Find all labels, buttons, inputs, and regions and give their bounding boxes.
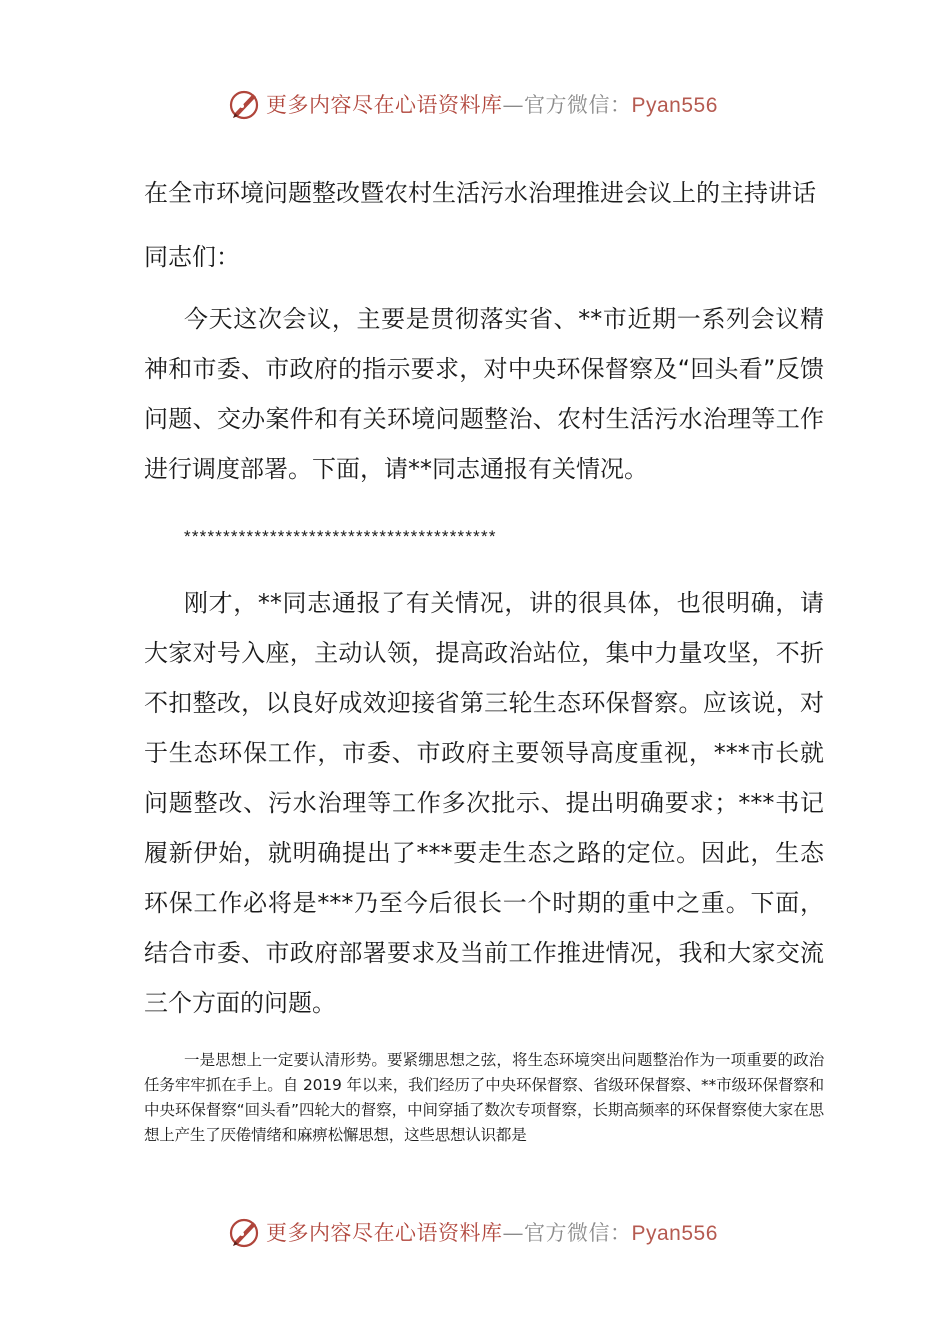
banner-main-text: 更多内容尽在心语资料库	[266, 1221, 503, 1245]
greeting: 同志们：	[144, 243, 240, 271]
banner-text	[266, 1217, 718, 1247]
document-title: 在全市环境问题整改暨农村生活污水治理推进会议上的主持讲话	[144, 179, 816, 207]
paragraph-1: 今天这次会议，主要是贯彻落实省、**市近期一系列会议精神和市委、市政府的指示要求，对中央环保督察及“回头看”反馈问题、交办案件和有关环境问题整治、农村生活污水治理等工作进行调度部署。下面，请**同志通报有关情况。	[144, 305, 824, 483]
banner-main-text: 更多内容尽在心语资料库	[266, 93, 503, 117]
footer-banner	[226, 1212, 746, 1252]
banner-wechat-label: 官方微信：	[524, 1221, 632, 1245]
banner-wechat-label: 官方微信：	[524, 93, 632, 117]
banner-wechat-id: Pyan556	[631, 1222, 718, 1245]
pen-circle-logo-icon	[226, 86, 262, 122]
pen-circle-logo-icon	[226, 1214, 262, 1250]
document-body	[144, 168, 824, 1148]
banner-wechat-id: Pyan556	[631, 94, 718, 117]
paragraph-2: 刚才，**同志通报了有关情况，讲的很具体，也很明确，请大家对号入座，主动认领，提高政治站位，集中力量攻坚，不折不扣整改，以良好成效迎接省第三轮生态环保督察。应该说，对于生态环保工作，市委、市政府主要领导高度重视，***市长就问题整改、污水治理等工作多次批示、提出明确要求；***书记履新伊始，就明确提出了***要走生态之路的定位。因此，生态环保工作必将是***乃至今后很长一个时期的重中之重。下面，结合市委、市政府部署要求及当前工作推进情况，我和大家交流三个方面的问题。	[144, 589, 824, 1017]
banner-dash: —	[502, 1221, 524, 1245]
separator-line: ****************************************	[184, 527, 497, 546]
banner-text	[266, 89, 718, 119]
banner-dash: —	[502, 93, 524, 117]
paragraph-3: 一是思想上一定要认清形势。要紧绷思想之弦，将生态环境突出问题整治作为一项重要的政治任务牢牢抓在手上。自 2019 年以来，我们经历了中央环保督察、省级环保督察、**市级环保督察和中央环保督察“回头看”四轮大的督察，中间穿插了数次专项督察，长期高频率的环保督察使大家在思想上产生了厌倦情绪和麻痹松懈思想，这些思想认识都是	[144, 1051, 824, 1144]
header-banner	[226, 84, 746, 124]
